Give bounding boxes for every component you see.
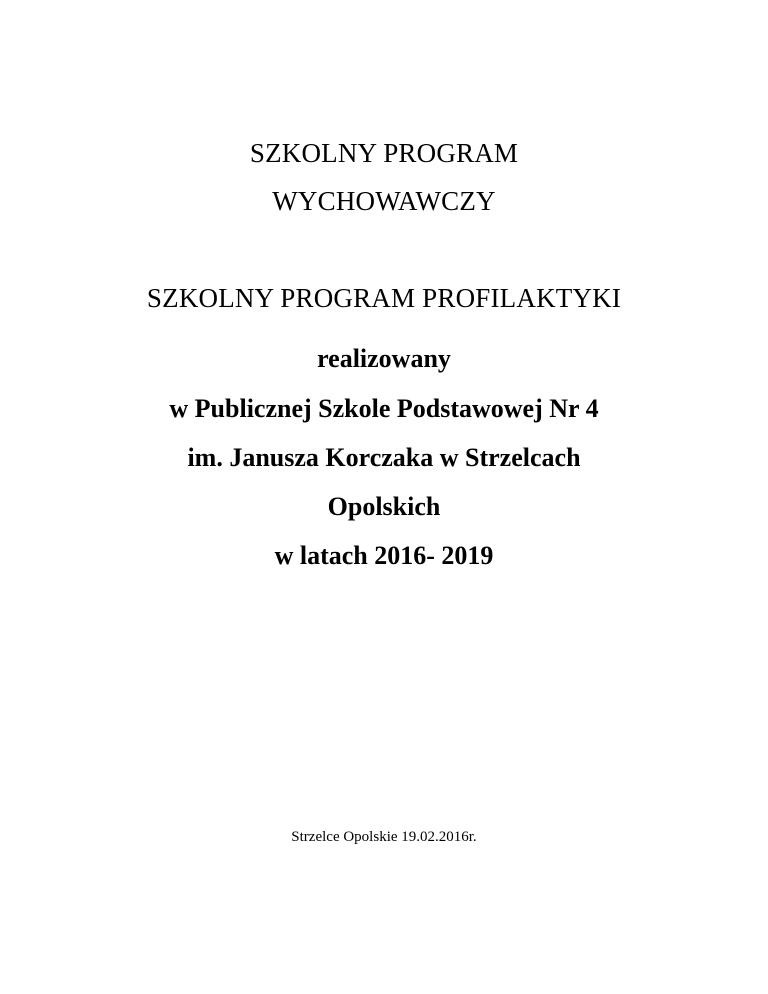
subtitle-line-1: realizowany: [317, 344, 451, 373]
title-line-3: SZKOLNY PROGRAM PROFILAKTYKI: [146, 283, 622, 313]
place-date: Strzelce Opolskie 19.02.2016r.: [291, 829, 477, 845]
title-line-2: WYCHOWAWCZY: [272, 186, 496, 216]
title-line-1: SZKOLNY PROGRAM: [249, 138, 519, 168]
subtitle-line-3: im. Janusza Korczaka w Strzelcach: [187, 443, 581, 472]
subtitle-line-4: Opolskich: [327, 492, 441, 521]
subtitle-line-5: w latach 2016- 2019: [274, 541, 494, 570]
subtitle-line-2: w Publicznej Szkole Podstawowej Nr 4: [169, 394, 599, 423]
